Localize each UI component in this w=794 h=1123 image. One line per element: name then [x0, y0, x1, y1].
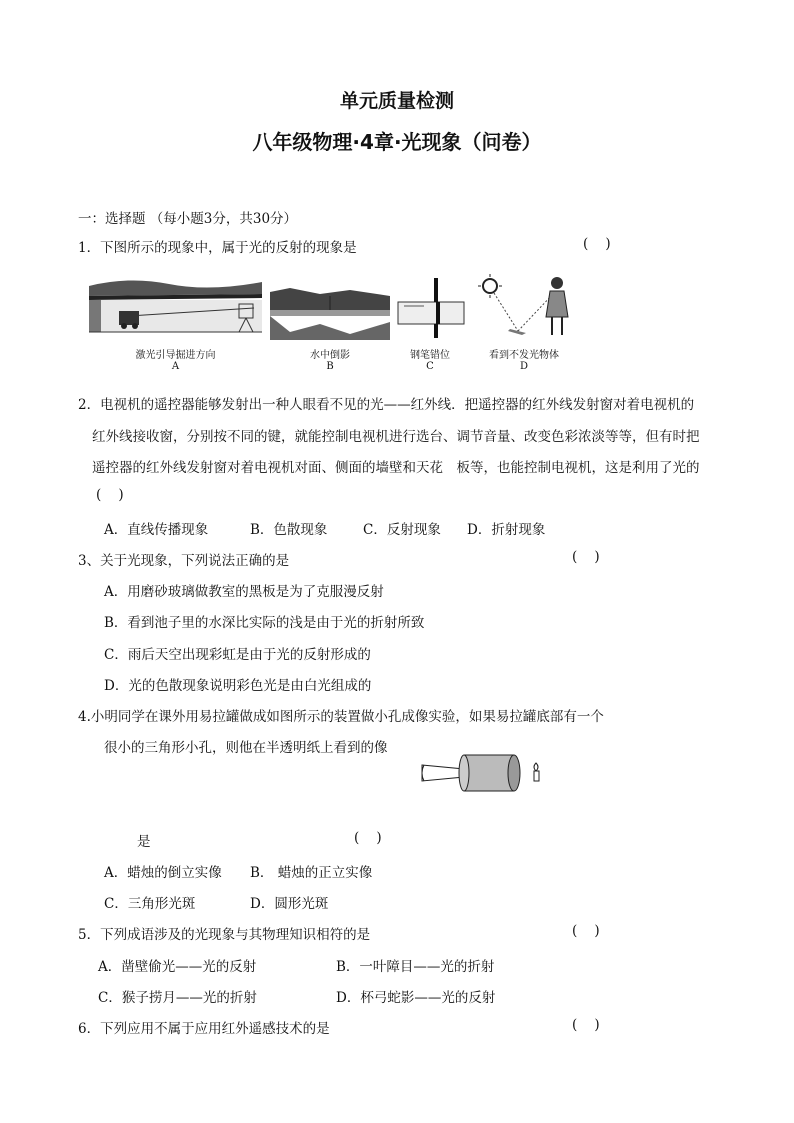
figure-c-letter: C: [426, 361, 434, 372]
q5-option-b[interactable]: B．一叶障目——光的折射: [336, 959, 495, 975]
q5-option-d[interactable]: D．杯弓蛇影——光的反射: [336, 990, 496, 1006]
page-title: 单元质量检测: [339, 90, 454, 112]
q1-answer-blank[interactable]: ( ): [583, 236, 611, 252]
q3-option-d[interactable]: D．光的色散现象说明彩色光是由白光组成的: [104, 678, 372, 694]
q4-option-a[interactable]: A．蜡烛的倒立实像: [104, 865, 222, 881]
q6-text: 6．下列应用不属于应用红外遥感技术的是: [78, 1021, 330, 1037]
q2-line-1: 2．电视机的遥控器能够发射出一种人眼看不见的光——红外线．把遥控器的红外线发射窗对着电视机的: [78, 397, 695, 413]
q4-option-d[interactable]: D．圆形光斑: [250, 896, 329, 912]
q5-answer-blank[interactable]: ( ): [572, 923, 600, 939]
q2-option-b[interactable]: B．色散现象: [250, 522, 328, 538]
q3-option-a[interactable]: A．用磨砂玻璃做教室的黑板是为了克服漫反射: [104, 584, 384, 600]
figure-d-letter: D: [519, 361, 529, 372]
section-heading: 一：选择题 （每小题3分，共30分）: [78, 211, 298, 227]
figure-d-image: [472, 273, 576, 340]
q3-text: 3、关于光现象，下列说法正确的是: [78, 553, 290, 569]
q5-option-a[interactable]: A．凿壁偷光——光的反射: [98, 959, 257, 975]
q2-line-3: 遥控器的红外线发射窗对着电视机对面、侧面的墙壁和天花 板等，也能控制电视机，这是利用了光的: [92, 460, 700, 476]
q5-option-c[interactable]: C．猴子捞月——光的折射: [98, 990, 257, 1006]
figure-a-caption: 激光引导掘进方向: [135, 350, 216, 361]
page-subtitle: 八年级物理·4章·光现象（问卷）: [252, 130, 542, 154]
q2-option-d[interactable]: D．折射现象: [467, 522, 546, 538]
q4-line-3: 是: [137, 834, 151, 850]
q6-answer-blank[interactable]: ( ): [572, 1017, 600, 1033]
q2-answer-blank[interactable]: ( ): [96, 487, 124, 503]
q3-answer-blank[interactable]: ( ): [572, 549, 600, 565]
q4-option-c[interactable]: C．三角形光斑: [104, 896, 196, 912]
figure-a-letter: A: [171, 361, 180, 372]
figure-c-image: [390, 276, 470, 340]
q4-line-1: 4.小明同学在课外用易拉罐做成如图所示的装置做小孔成像实验，如果易拉罐底部有一个: [78, 709, 604, 725]
figure-d-caption: 看到不发光物体: [489, 350, 559, 361]
q4-option-b[interactable]: B． 蜡烛的正立实像: [250, 865, 373, 881]
q3-option-b[interactable]: B．看到池子里的水深比实际的浅是由于光的折射所致: [104, 615, 425, 631]
figure-b-image: [270, 286, 390, 340]
figure-a-image: [89, 276, 262, 340]
q4-line-2: 很小的三角形小孔，则他在半透明纸上看到的像: [104, 740, 388, 756]
q1-text: 1．下图所示的现象中，属于光的反射的现象是: [78, 240, 357, 256]
figure-b-letter: B: [326, 361, 334, 372]
q3-option-c[interactable]: C．雨后天空出现彩虹是由于光的反射形成的: [104, 647, 371, 663]
pinhole-can-figure: [418, 747, 550, 797]
q2-option-c[interactable]: C．反射现象: [363, 522, 441, 538]
q5-text: 5．下列成语涉及的光现象与其物理知识相符的是: [78, 927, 371, 943]
q2-line-2: 红外线接收窗，分别按不同的键，就能控制电视机进行选台、调节音量、改变色彩浓淡等等，但有时把: [92, 429, 700, 445]
figure-b-caption: 水中倒影: [310, 350, 350, 361]
figure-c-caption: 钢笔错位: [410, 350, 450, 361]
q2-option-a[interactable]: A．直线传播现象: [104, 522, 209, 538]
q4-answer-blank[interactable]: ( ): [354, 830, 382, 846]
